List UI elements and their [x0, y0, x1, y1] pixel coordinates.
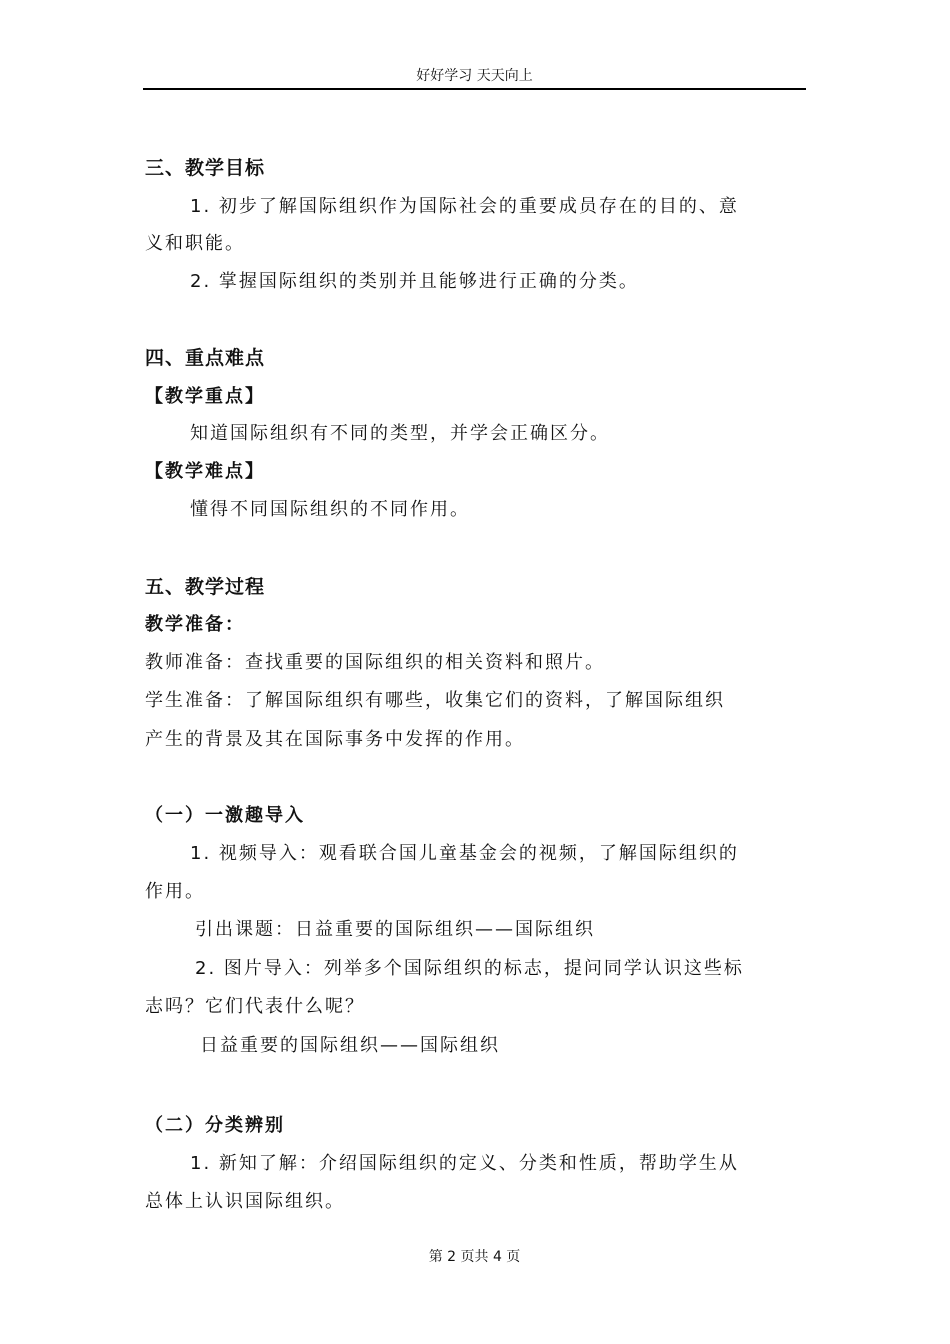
section3-item1-line2: 义和职能。: [145, 233, 245, 254]
header-divider: [143, 88, 806, 90]
part1-item2-line1: 2. 图片导入：列举多个国际组织的标志，提问同学认识这些标: [195, 958, 744, 979]
part1-heading: （一）一激趣导入: [145, 805, 305, 826]
part1-topic: 引出课题：日益重要的国际组织——国际组织: [195, 919, 595, 940]
part2-heading: （二）分类辨别: [145, 1115, 285, 1136]
part1-item2-line2: 志吗？它们代表什么呢？: [145, 996, 365, 1017]
prep-label: 教学准备：: [145, 614, 245, 635]
part2-item1-line1: 1. 新知了解：介绍国际组织的定义、分类和性质，帮助学生从: [190, 1153, 739, 1174]
section3-heading: 三、教学目标: [145, 157, 266, 179]
part1-item1-line1: 1. 视频导入：观看联合国儿童基金会的视频，了解国际组织的: [190, 843, 739, 864]
part2-item1-line2: 总体上认识国际组织。: [145, 1191, 345, 1212]
part1-item1-line2: 作用。: [145, 881, 205, 902]
section3-item1-line1: 1. 初步了解国际组织作为国际社会的重要成员存在的目的、意: [190, 196, 739, 217]
section5-heading: 五、教学过程: [145, 576, 266, 598]
key-points-text: 知道国际组织有不同的类型，并学会正确区分。: [190, 423, 610, 444]
part1-title-repeat: 日益重要的国际组织——国际组织: [200, 1035, 500, 1056]
key-points-label: 【教学重点】: [145, 386, 265, 407]
page-number: 第 2 页共 4 页: [428, 1249, 521, 1265]
section4-heading: 四、重点难点: [145, 347, 266, 369]
difficulty-text: 懂得不同国际组织的不同作用。: [190, 499, 470, 520]
student-prep-line2: 产生的背景及其在国际事务中发挥的作用。: [145, 729, 525, 750]
teacher-prep: 教师准备：查找重要的国际组织的相关资料和照片。: [145, 652, 605, 673]
difficulty-label: 【教学难点】: [145, 461, 265, 482]
page-header: 好好学习 天天向上: [416, 68, 533, 84]
student-prep-line1: 学生准备：了解国际组织有哪些，收集它们的资料，了解国际组织: [145, 690, 725, 711]
section3-item2: 2. 掌握国际组织的类别并且能够进行正确的分类。: [190, 271, 639, 292]
